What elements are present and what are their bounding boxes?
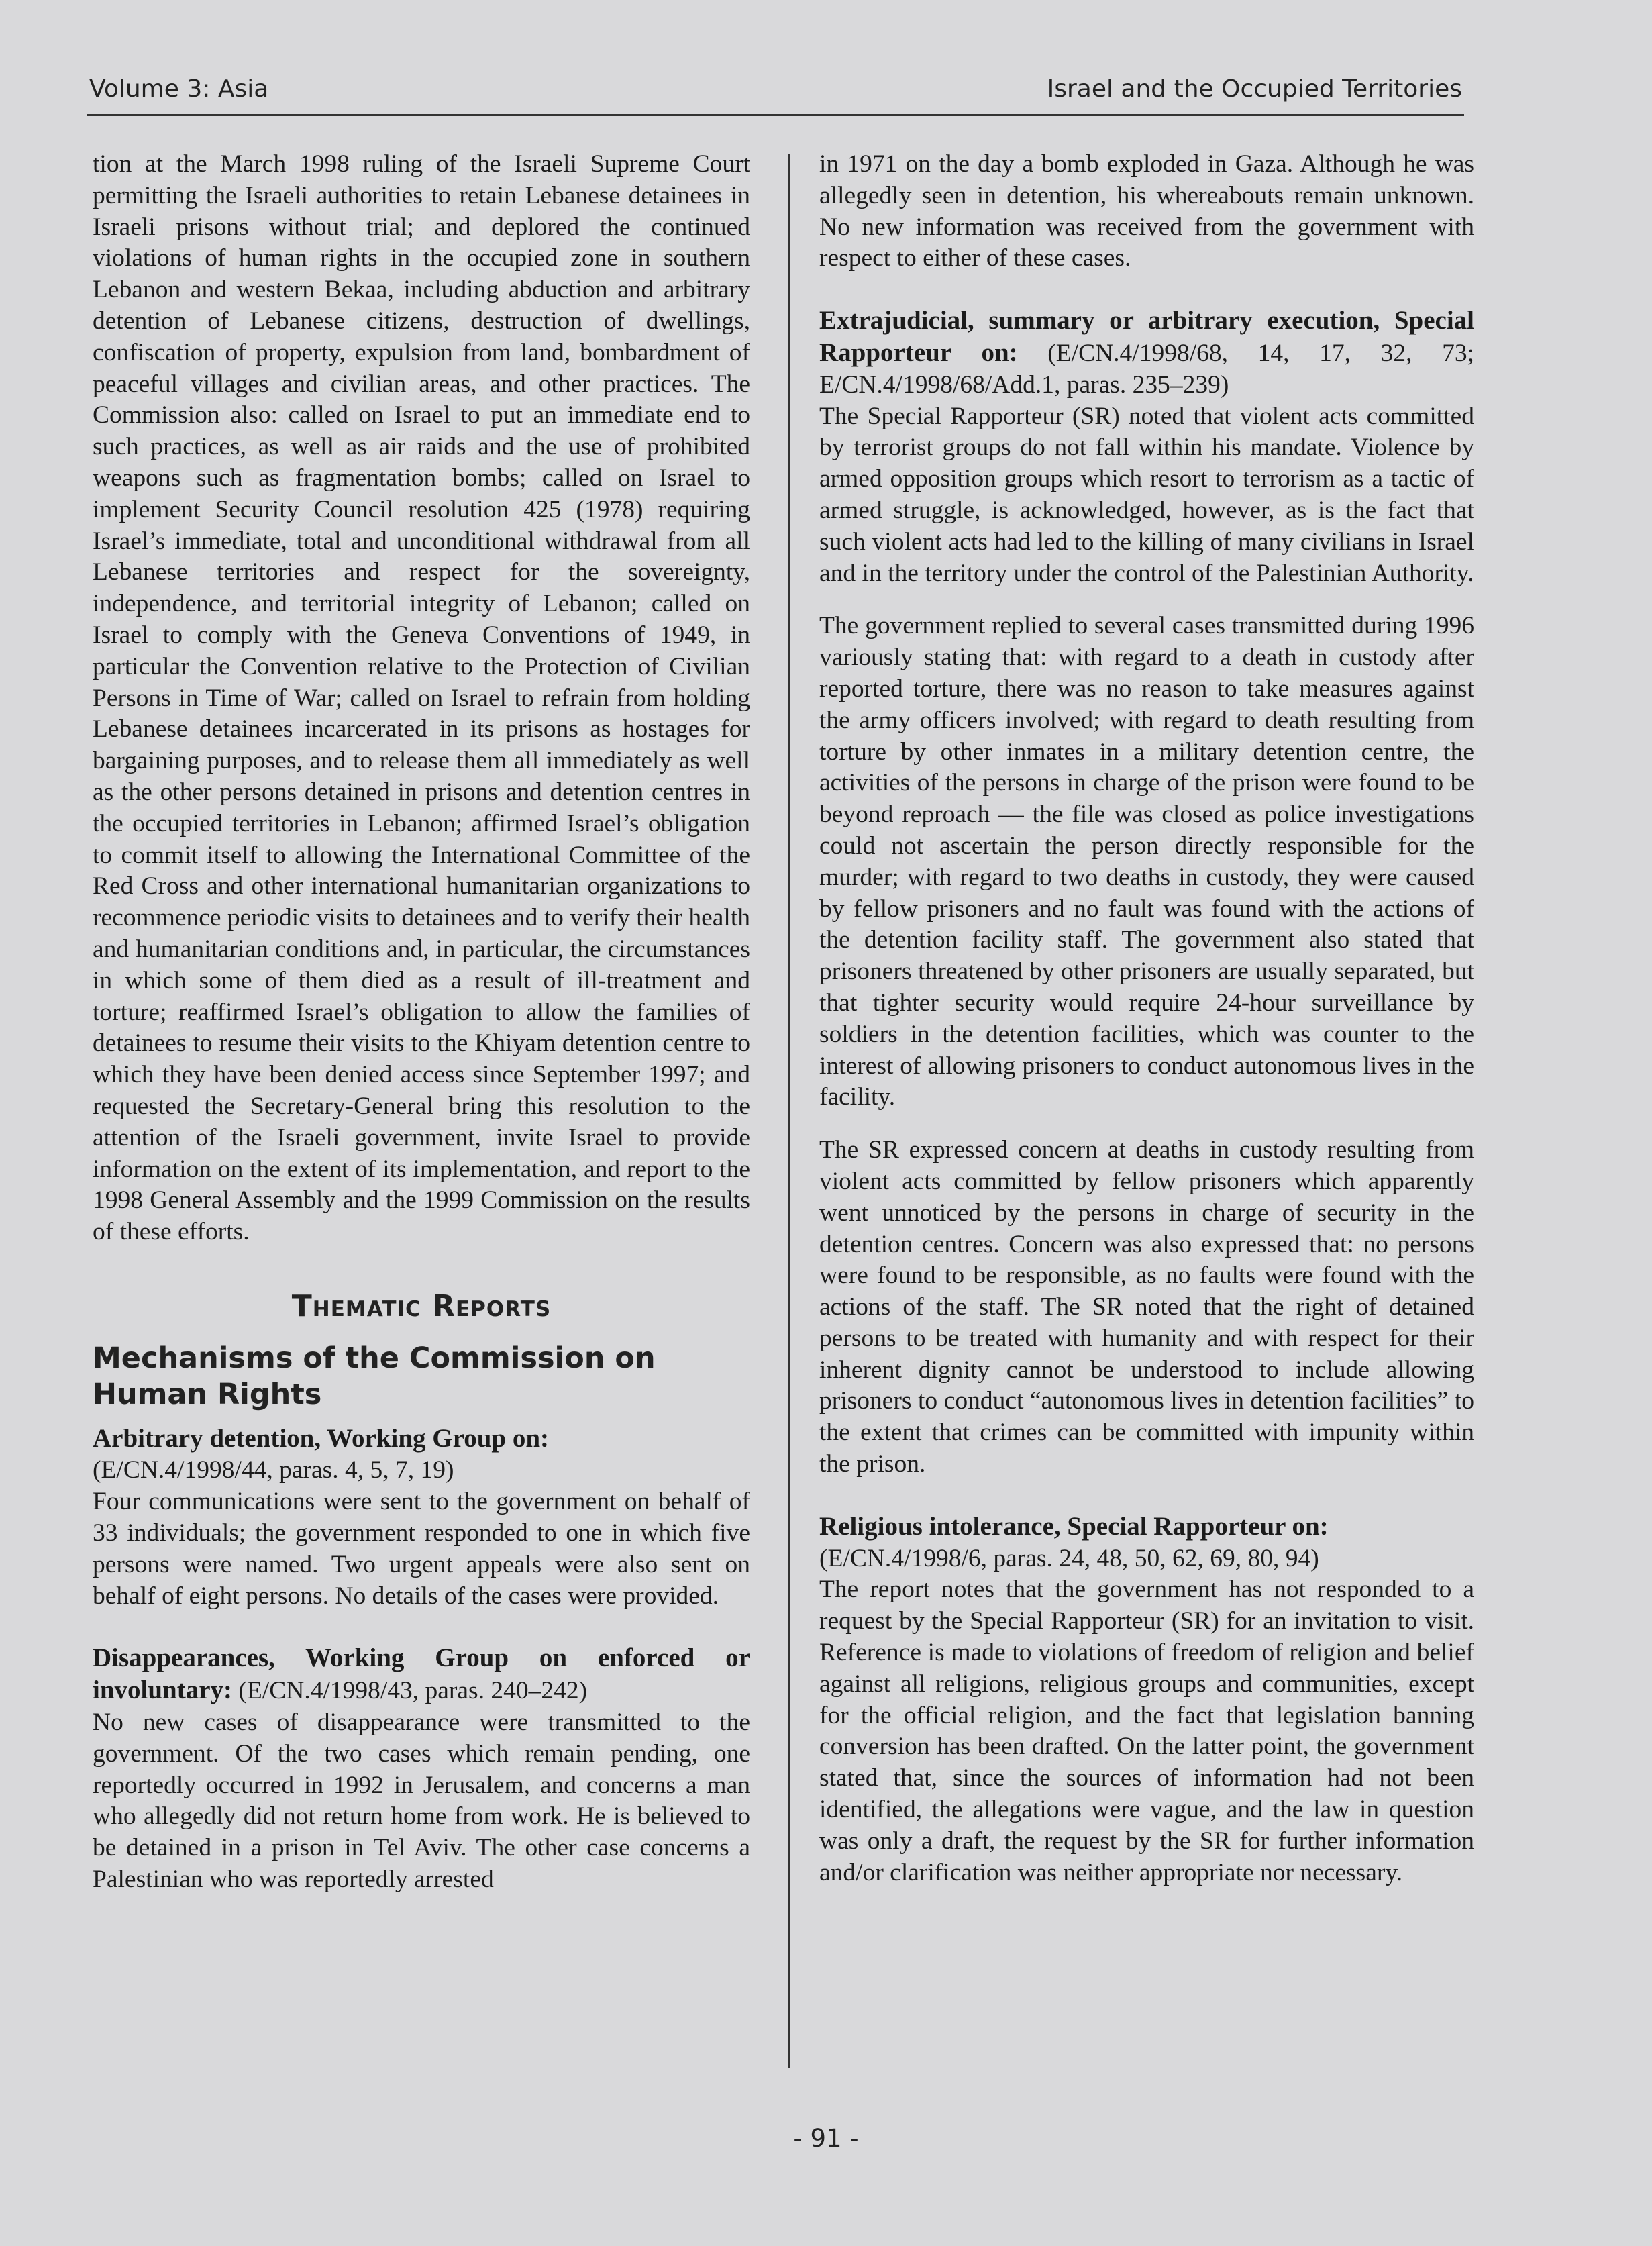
header-volume: Volume 3: Asia	[89, 75, 269, 103]
entry-heading	[93, 1423, 750, 1487]
entry-reference: (E/CN.4/1998/43, paras. 240–242)	[238, 1677, 588, 1705]
body-paragraph: The Special Rapporteur (SR) noted that violent acts committed by terrorist groups do not fall within his mandate. Violence by armed opposition groups which resort to terrorism as a tactic of armed struggle, is acknowledged, however, as is the fact that such violent acts had led to the killing of many civilians in Israel and in the territory under the control of the Palestinian Authority.	[819, 402, 1474, 587]
entry-body: No new cases of disappearance were transmitted to the government. Of the two cases which remain pending, one reportedly occurred in 1992 in Jerusalem, and concerns a man who allegedly did not return home from work. He is believed to be detained in a prison in Tel Aviv. The other case concerns a Palestinian who was reportedly arrested	[93, 1708, 750, 1894]
entry-reference: (E/CN.4/1998/6, paras. 24, 48, 50, 62, 69, 80, 94)	[819, 1544, 1319, 1572]
entry-body: Four communications were sent to the government on behalf of 33 individuals; the government responded to one in which five persons were named. Two urgent appeals were also sent on behalf of eight persons. No details of the cases were provided.	[93, 1488, 750, 1610]
entry-reference: (E/CN.4/1998/68, 14, 17, 32, 73; E/CN.4/1998/68/Add.1, paras. 235–239)	[819, 339, 1475, 399]
entry-reference: (E/CN.4/1998/44, paras. 4, 5, 7, 19)	[93, 1456, 454, 1484]
entry-title: Disappearances, Working Group on enforced or involuntary:	[93, 1643, 750, 1705]
right-column	[819, 149, 1474, 1908]
section-title: Thematic Reports	[291, 1288, 552, 1323]
running-header	[89, 75, 1462, 103]
continuation-paragraph: in 1971 on the day a bomb exploded in Gaza. Although he was allegedly seen in detention, his whereabouts remain unknown. No new information was received from the government with respect to either of these cases.	[819, 150, 1474, 272]
left-column	[93, 149, 750, 1927]
entry-body: The report notes that the government has not responded to a request by the Special Rapporteur (SR) for an invitation to visit. Reference is made to violations of freedom of religion and belief against all religions, religious groups and communities, except for the official religion, and the fact that legislation banning conversion has been drafted. On the latter point, the government stated that, since the sources of information had not been identified, the allegations were vague, and the law in question was only a draft, the request by the SR for further information and/or clarification was neither appropriate nor necessary.	[819, 1576, 1474, 1886]
entry-title: Extrajudicial, summary or arbitrary execution, Special Rapporteur on:	[819, 306, 1474, 367]
resolution-paragraph: tion at the March 1998 ruling of the Israeli Supreme Court permitting the Israeli authorities to retain Lebanese detainees in Israeli prisons without trial; and deplored the continued violations of human rights in the occupied zone in southern Lebanon and western Bekaa, including abduction and arbitrary detention of Lebanese citizens, destruction of dwellings, confiscation of property, expulsion from land, bombardment of peaceful villages and civilian areas, and other practices. The Commission also: called on Israel to put an immediate end to such practices, as well as air raids and the use of prohibited weapons such as fragmentation bombs; called on Israel to implement Security Council resolution 425 (1978) requiring Israel’s immediate, total and unconditional withdrawal from all Lebanese territories and respect for the sovereignty, independence, and territorial integrity of Lebanon; called on Israel to comply with the Geneva Conventions of 1949, in particular the Convention relative to the Protection of Civilian Persons in Time of War; called on Israel to refrain from holding Lebanese detainees incarcerated in its prisons as hostages for bargaining purposes, and to release them all immediately as well as the other persons detained in prisons and detention centres in the occupied territories in Lebanon; affirmed Israel’s obligation to commit itself to allowing the International Committee of the Red Cross and other international humanitarian organizations to recommence periodic visits to detainees and to verify their health and humanitarian conditions and, in particular, the circumstances in which some of them died as a result of ill-treatment and torture; reaffirmed Israel’s obligation to allow the families of detainees to resume their visits to the Khiyam detention centre to which they have been denied access since September 1997; and requested the Secretary-General bring this resolution to the attention of the Israeli government, invite Israel to provide information on the extent of its implementation, and report to the 1998 General Assembly and the 1999 Commission on the results of these efforts.	[93, 150, 750, 1246]
entry-heading	[93, 1643, 750, 1707]
column-divider	[788, 154, 790, 2068]
header-chapter: Israel and the Occupied Territories	[1047, 75, 1462, 103]
page-number: - 91 -	[793, 2124, 859, 2153]
header-rule	[87, 114, 1464, 116]
body-paragraph: The SR expressed concern at deaths in custody resulting from violent acts committed by fellow prisoners which apparently went unnoticed by the persons in charge of security in the detention centres. Concern was also expressed that: no persons were found to be responsible, as no faults were found with the actions of the staff. The SR noted that the right of detained persons to be treated with humanity and with respect for their inherent dignity cannot be understood to include allowing prisoners to conduct “autonomous lives in detention facilities” to the extent that crimes can be committed with impunity within the prison.	[819, 1136, 1474, 1478]
entry-heading	[819, 1511, 1474, 1575]
subsection-title: Mechanisms of the Commission on Human Rights	[93, 1341, 656, 1411]
body-paragraph: The government replied to several cases transmitted during 1996 variously stating that: with regard to a death in custody after reported torture, there was no reason to take measures against the army officers involved; with regard to death resulting from torture by other inmates in a military detention centre, the activities of the persons in charge of the prison were found to be beyond reproach — the file was closed as police investigations could not ascertain the person directly responsible for the murder; with regard to two deaths in custody, they were caused by fellow prisoners and no fault was found with the actions of the detention facility staff. The government also stated that prisoners threatened by other prisoners are usually separated, but that tighter security would require 24-hour surveillance by soldiers in the detention facilities, which was counter to the interest of allowing prisoners to conduct autonomous lives in the facility.	[819, 612, 1474, 1111]
entry-title: Religious intolerance, Special Rapporteur on:	[819, 1511, 1329, 1541]
entry-title: Arbitrary detention, Working Group on:	[93, 1423, 550, 1453]
entry-heading	[819, 305, 1474, 401]
